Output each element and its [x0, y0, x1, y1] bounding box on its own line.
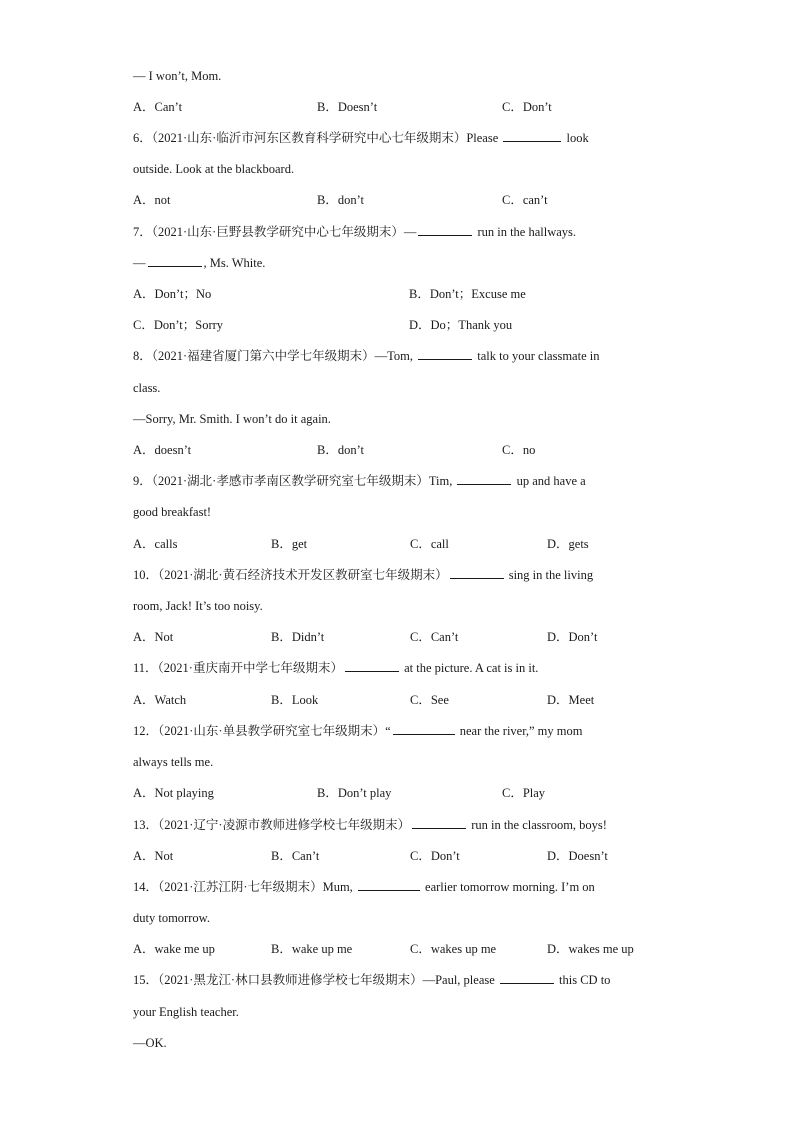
- q11-options: [133, 691, 674, 709]
- q15-stem-line3: —OK.: [133, 1036, 167, 1050]
- q14-stem-line2: duty tomorrow.: [133, 911, 210, 925]
- q9-option-c[interactable]: C．call: [410, 537, 449, 551]
- q13-option-d[interactable]: D．Doesn’t: [547, 849, 608, 863]
- q10-stem-line2: room, Jack! It’s too noisy.: [133, 599, 263, 613]
- q5-option-b[interactable]: B．Doesn’t: [317, 100, 378, 114]
- q5-options: [133, 98, 674, 116]
- q15-stem: 15．（2021·黑龙江·林口县教师进修学校七年级期末）—Paul, please this CD to: [133, 973, 611, 987]
- q11-blank: [345, 659, 399, 672]
- q11-option-c[interactable]: C．See: [410, 693, 449, 707]
- q12-stem: 12．（2021·山东·单县教学研究室七年级期末）“ near the river,” my mom: [133, 724, 583, 738]
- q7-option-b[interactable]: B．Don’t；Excuse me: [409, 287, 526, 301]
- q8-stem: 8．（2021·福建省厦门第六中学七年级期末）—Tom, talk to your classmate in: [133, 349, 600, 363]
- q6-stem: 6．（2021·山东·临沂市河东区教育科学研究中心七年级期末）Please look: [133, 131, 589, 145]
- q12-options: [133, 784, 674, 802]
- q9-stem-line2: good breakfast!: [133, 505, 212, 519]
- q14-blank: [358, 878, 420, 891]
- q13-options: [133, 847, 674, 865]
- q9-blank: [457, 472, 511, 485]
- q15-blank: [500, 971, 554, 984]
- q14-options: [133, 940, 674, 958]
- q10-blank: [450, 566, 504, 579]
- q14-stem: 14．（2021·江苏江阴·七年级期末）Mum, earlier tomorrow morning. I’m on: [133, 880, 595, 894]
- q7-blank-2: [148, 254, 202, 267]
- q7-options-row2: [133, 316, 674, 334]
- q5-reply: — I won’t, Mom.: [133, 69, 222, 83]
- q13-blank: [412, 816, 466, 829]
- q7-stem: 7．（2021·山东·巨野县教学研究中心七年级期末）— run in the hallways.: [133, 225, 577, 239]
- q6-blank: [503, 129, 561, 142]
- q6-stem-line2: outside. Look at the blackboard.: [133, 162, 295, 176]
- q7-blank-1: [418, 223, 472, 236]
- q8-options: [133, 441, 674, 459]
- q14-option-c[interactable]: C．wakes up me: [410, 942, 497, 956]
- q9-option-d[interactable]: D．gets: [547, 537, 589, 551]
- q13-option-c[interactable]: C．Don’t: [410, 849, 460, 863]
- q9-option-a[interactable]: A．calls: [133, 537, 178, 551]
- q12-option-b[interactable]: B．Don’t play: [317, 786, 392, 800]
- q12-blank: [393, 722, 455, 735]
- q11-option-d[interactable]: D．Meet: [547, 693, 595, 707]
- q10-option-b[interactable]: B．Didn’t: [271, 630, 325, 644]
- q10-option-d[interactable]: D．Don’t: [547, 630, 598, 644]
- q10-options: [133, 628, 674, 646]
- q10-stem: 10．（2021·湖北·黄石经济技术开发区教研室七年级期末） sing in the living: [133, 568, 594, 582]
- q7-option-a[interactable]: A．Don’t；No: [133, 287, 212, 301]
- q14-option-a[interactable]: A．wake me up: [133, 942, 215, 956]
- q6-option-a[interactable]: A．not: [133, 193, 171, 207]
- q10-option-a[interactable]: A．Not: [133, 630, 174, 644]
- q7-option-d[interactable]: D．Do；Thank you: [409, 318, 513, 332]
- q5-option-a[interactable]: A．Can’t: [133, 100, 183, 114]
- q13-option-b[interactable]: B．Can’t: [271, 849, 320, 863]
- q5-option-c[interactable]: C．Don’t: [502, 100, 552, 114]
- q15-stem-line2: your English teacher.: [133, 1005, 239, 1019]
- q7-stem-line2: — , Ms. White.: [133, 256, 266, 270]
- q8-stem-line2: class.: [133, 381, 161, 395]
- q9-options: [133, 535, 674, 553]
- q8-stem-line3: —Sorry, Mr. Smith. I won’t do it again.: [133, 412, 331, 426]
- q8-option-c[interactable]: C．no: [502, 443, 536, 457]
- q10-option-c[interactable]: C．Can’t: [410, 630, 459, 644]
- q8-blank: [418, 347, 472, 360]
- q6-option-c[interactable]: C．can’t: [502, 193, 548, 207]
- q12-option-a[interactable]: A．Not playing: [133, 786, 214, 800]
- q6-option-b[interactable]: B．don’t: [317, 193, 364, 207]
- q8-option-a[interactable]: A．doesn’t: [133, 443, 192, 457]
- q12-stem-line2: always tells me.: [133, 755, 214, 769]
- q13-stem: 13．（2021·辽宁·凌源市教师进修学校七年级期末） run in the classroom, boys!: [133, 818, 607, 832]
- q11-option-b[interactable]: B．Look: [271, 693, 319, 707]
- q8-option-b[interactable]: B．don’t: [317, 443, 364, 457]
- q7-option-c[interactable]: C．Don’t；Sorry: [133, 318, 224, 332]
- q14-option-d[interactable]: D．wakes me up: [547, 942, 634, 956]
- q11-option-a[interactable]: A．Watch: [133, 693, 187, 707]
- q11-stem: 11．（2021·重庆南开中学七年级期末） at the picture. A cat is in it.: [133, 661, 539, 675]
- q13-option-a[interactable]: A．Not: [133, 849, 174, 863]
- q9-stem: 9．（2021·湖北·孝感市孝南区教学研究室七年级期末）Tim, up and have a: [133, 474, 586, 488]
- q9-option-b[interactable]: B．get: [271, 537, 308, 551]
- q6-options: [133, 191, 674, 209]
- q7-options-row1: [133, 285, 674, 303]
- q12-option-c[interactable]: C．Play: [502, 786, 546, 800]
- q14-option-b[interactable]: B．wake up me: [271, 942, 353, 956]
